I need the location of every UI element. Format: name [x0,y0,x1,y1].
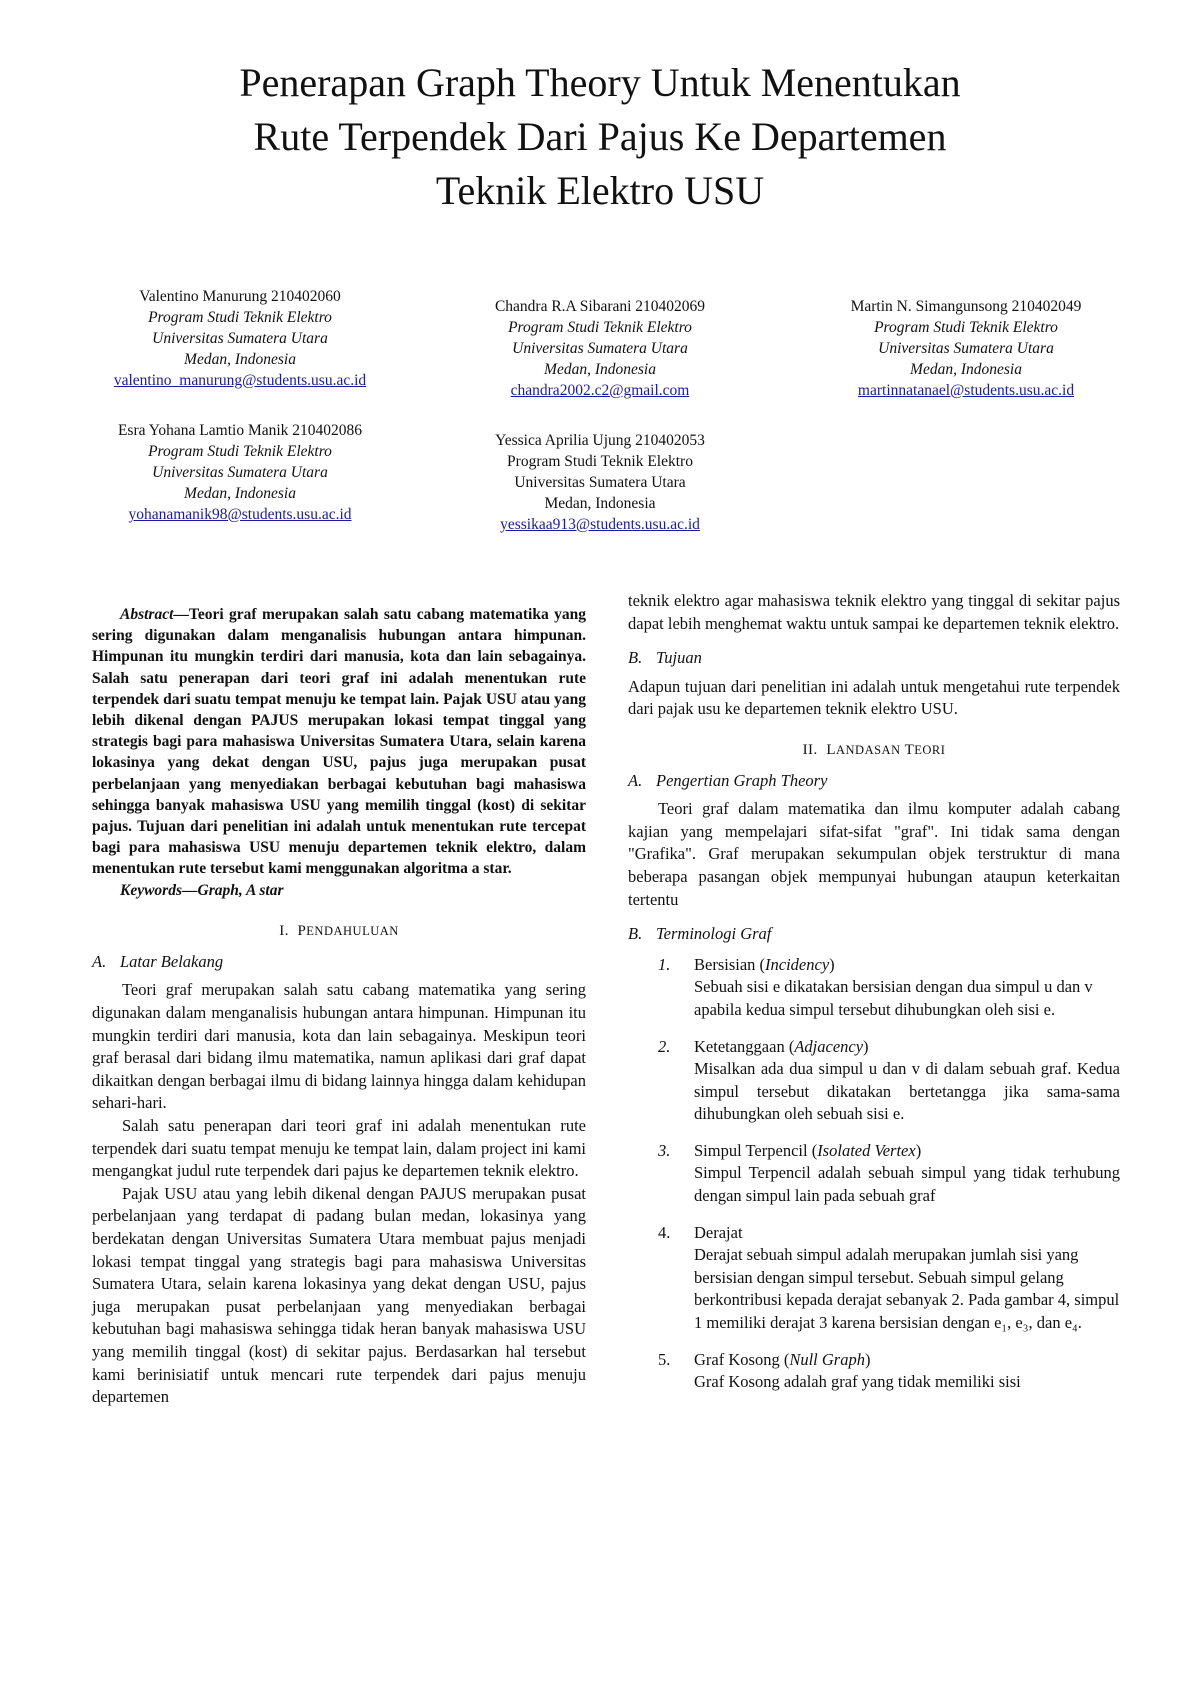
author-name: Martin N. Simangunsong 210402049 [850,298,1082,315]
list-item-body: Misalkan ada dua simpul u dan v di dalam sebuah graf. Kedua simpul tersebut dikatakan bertetangga jika sama-sama dihubungkan oleh sebuah sisi e. [694,1059,1120,1124]
author-email-link[interactable]: valentino_manurung@students.usu.ac.id [113,372,367,389]
abstract [92,604,586,880]
author-city: Medan, Indonesia [910,361,1022,378]
paper-title [0,56,1200,218]
author-city: Medan, Indonesia [544,361,656,378]
author-block-4 [60,420,420,525]
left-column [92,604,586,1409]
list-item: 3. Simpul Terpencil (Isolated Vertex) Simpul Terpencil adalah sebuah simpul yang tidak terhubung dengan simpul lain pada sebuah graf [628,1140,1120,1208]
paragraph: Salah satu penerapan dari teori graf ini adalah menentukan rute terpendek dari suatu tempat menuju ke tempat lain, dalam project ini kami mengangkat judul rute terpendek dari pajus ke departemen teknik elektro. [92,1115,586,1181]
author-dept: Program Studi Teknik Elektro [148,309,332,326]
keywords: Keywords—Graph, A star [120,881,284,899]
author-block-3 [786,296,1146,401]
abstract-label: Abstract [120,606,174,623]
title-line-1: Penerapan Graph Theory Untuk Menentukan [239,60,961,105]
paragraph: Adapun tujuan dari penelitian ini adalah untuk mengetahui rute terpendek dari pajak usu ke departemen teknik elektro USU. [628,676,1120,719]
author-city: Medan, Indonesia [544,495,656,512]
paragraph-continued: teknik elektro agar mahasiswa teknik elektro yang tinggal di sekitar pajus dapat lebih menghemat waktu untuk sampai ke departemen teknik elektro. [628,591,1120,633]
list-item-body: Derajat sebuah simpul adalah merupakan jumlah sisi yang bersisian dengan simpul tersebut. Sebuah simpul gelang berkontribusi kepada derajat sebanyak 2. Pada gambar 4, simpul 1 memiliki derajat 3 karena bersisian dengan e₁, e₃, dan e₄. [694,1245,1120,1333]
author-block-1 [60,286,420,391]
author-block-5 [420,430,780,535]
title-line-2: Rute Terpendek Dari Pajus Ke Departemen [253,114,947,159]
author-univ: Universitas Sumatera Utara [512,340,688,357]
author-univ: Universitas Sumatera Utara [152,464,328,481]
author-name: Chandra R.A Sibarani 210402069 [494,298,706,315]
author-univ: Universitas Sumatera Utara [152,330,328,347]
author-name: Valentino Manurung 210402060 [139,288,341,305]
abstract-text: —Teori graf merupakan salah satu cabang matematika yang sering digunakan dalam menganalisis hubungan antara himpunan. Himpunan itu mungkin terdiri dari manusia, kota dan lain sebagainya. Salah satu penerapan dari teori graf ini adalah menentukan rute terpendek dari suatu tempat menuju ke tempat lain. Pajak USU atau yang lebih dikenal dengan PAJUS merupakan lokasi tempat tinggal yang strategis bagi para mahasiswa Universitas Sumatera Utara, selain karena lokasinya yang dekat dengan USU, pajus juga merupakan pusat perbelanjaan yang menyediakan berbagai kebutuhan bagi mahasiswa sehingga banyak mahasiswa USU yang memilih tinggal (kost) di sekitar pajus. Tujuan dari penelitian ini adalah untuk menentukan rute tercepat bagi para mahasiswa USU menuju departemen teknik elektro, dalam menentukan rute tersebut kami menggunakan algoritma a star. [92,606,586,878]
author-univ: Universitas Sumatera Utara [878,340,1054,357]
author-block-2 [420,296,780,401]
title-line-3: Teknik Elektro USU [435,168,765,213]
subsection-heading-terminologi: B. Terminologi Graf [628,924,772,944]
list-item: 2. Ketetanggaan (Adjacency) Misalkan ada dua simpul u dan v di dalam sebuah graf. Kedua simpul tersebut dikatakan bertetangga jika sama-sama dihubungkan oleh sebuah sisi e. [628,1036,1120,1126]
paragraph: Teori graf merupakan salah satu cabang matematika yang sering digunakan dalam menganalisis hubungan antara himpunan. Himpunan itu mungkin terdiri dari manusia, kota dan lain sebagainya. Meskipun teori graf berasal dari bidang ilmu matematika, namun aplikasi dari graf dapat dikaitkan dengan berbagai ilmu di bidang lainnya hingga dalam kehidupan sehari-hari. [92,980,586,1113]
author-city: Medan, Indonesia [184,351,296,368]
author-dept: Program Studi Teknik Elektro [507,453,693,470]
author-email-link[interactable]: yessikaa913@students.usu.ac.id [500,516,700,533]
author-name: Yessica Aprilia Ujung 210402053 [495,432,705,449]
right-column [628,590,1120,1394]
author-univ: Universitas Sumatera Utara [514,474,686,491]
subsection-heading-tujuan: B. Tujuan [628,648,702,668]
list-item-body: Sebuah sisi e dikatakan bersisian dengan dua simpul u dan v apabila kedua simpul tersebut dihubungkan oleh sisi e. [694,977,1093,1019]
author-dept: Program Studi Teknik Elektro [874,319,1058,336]
subsection-heading-pengertian: A. Pengertian Graph Theory [628,770,828,790]
list-item-body: Simpul Terpencil adalah sebuah simpul yang tidak terhubung dengan simpul lain pada sebuah graf [694,1163,1120,1206]
author-dept: Program Studi Teknik Elektro [148,443,332,460]
paragraph: Teori graf dalam matematika dan ilmu komputer adalah cabang kajian yang mempelajari sifat-sifat "graf". Ini tidak sama dengan "Grafika". Graf merupakan sekumpulan objek terstruktur di mana beberapa pasangan objek mempunyai hubungan ataupun keterkaitan tertentu [628,799,1120,909]
author-name: Esra Yohana Lamtio Manik 210402086 [117,422,363,439]
section-heading-landasan-teori: II. LANDASAN TEORI [802,741,946,758]
author-dept: Program Studi Teknik Elektro [508,319,692,336]
list-item: 1. Bersisian (Incidency) Sebuah sisi e dikatakan bersisian dengan dua simpul u dan v apabila kedua simpul tersebut dihubungkan oleh sisi e. [628,954,1120,1022]
author-city: Medan, Indonesia [184,485,296,502]
section-heading-pendahuluan: I. PENDAHULUAN [279,923,399,940]
author-email-link[interactable]: yohanamanik98@students.usu.ac.id [128,506,352,523]
list-item-body: Graf Kosong adalah graf yang tidak memiliki sisi [694,1372,1021,1392]
author-email-link[interactable]: martinnatanael@students.usu.ac.id [857,382,1075,399]
list-item: 5. Graf Kosong (Null Graph) Graf Kosong adalah graf yang tidak memiliki sisi [628,1349,1120,1394]
subsection-heading-latar-belakang: A. Latar Belakang [92,951,224,971]
author-email-link[interactable]: chandra2002.c2@gmail.com [510,382,690,399]
list-item: 4. Derajat Derajat sebuah simpul adalah merupakan jumlah sisi yang bersisian dengan simpul tersebut. Sebuah simpul gelang berkontribusi kepada derajat sebanyak 2. Pada gambar 4, simpul 1 memiliki derajat 3 karena bersisian dengan e₁, e₃, dan e₄. [628,1222,1120,1335]
paragraph: Pajak USU atau yang lebih dikenal dengan PAJUS merupakan pusat perbelanjaan yang terdapat di padang bulan medan, lokasinya yang berdekatan dengan Universitas Sumatera Utara membuat pajus menjadi lokasi tempat tinggal yang strategis bagi para mahasiswa Universitas Sumatera Utara, selain karena lokasinya yang dekat dengan USU, pajus juga merupakan pusat perbelanjaan yang menyediakan berbagai kebutuhan bagi mahasiswa sehingga tidak heran banyak mahasiswa USU yang memilih tinggal (kost) di sekitar pajus. Berdasarkan hal tersebut kami berinisiatif untuk mencari rute terpendek dari pajus menuju departemen [92,1183,586,1407]
